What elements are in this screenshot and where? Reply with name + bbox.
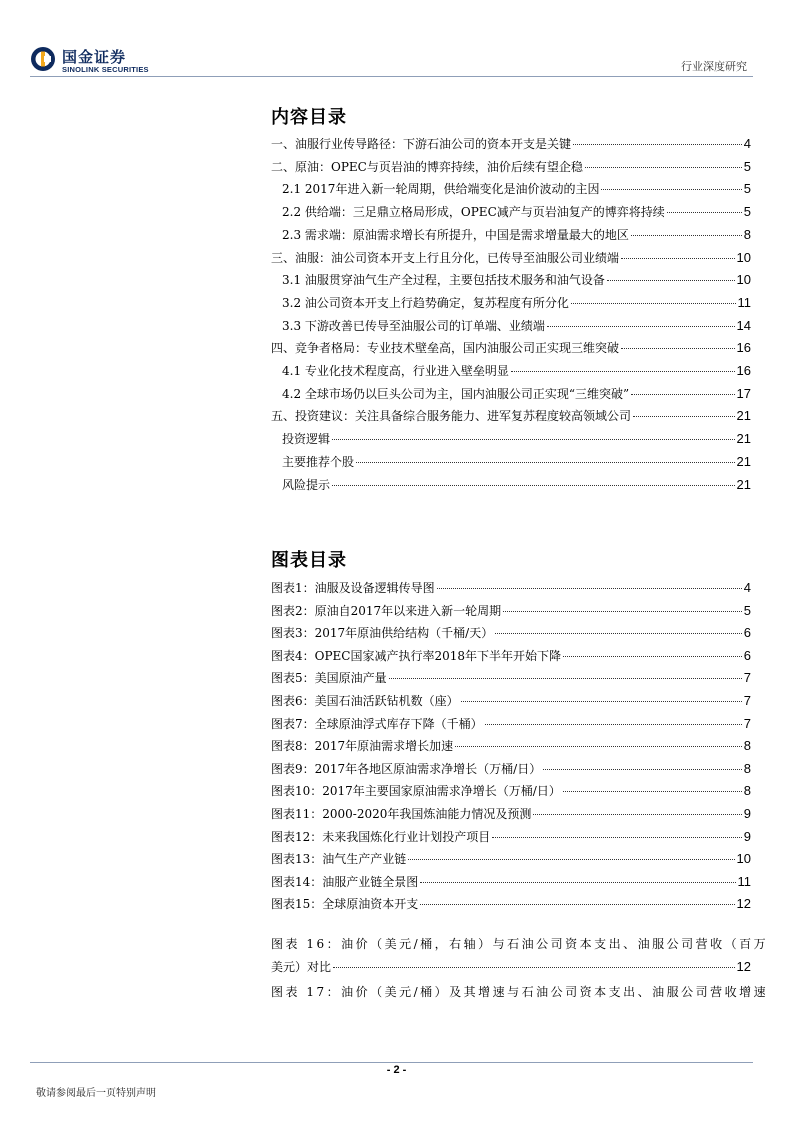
contents-item[interactable] [282,362,751,382]
figure-item[interactable] [271,579,751,599]
figure-item-text: 图表9：2017年各地区原油需求净增长（万桶/日） [271,761,542,776]
figure-item-text: 图表6：美国石油活跃钻机数（座） [271,694,459,708]
figure-item-16-line2[interactable] [271,958,751,978]
contents-item[interactable] [282,430,751,450]
contents-item-page: 17 [736,385,751,401]
toc-leader-dots [533,814,741,815]
toc-leader-dots [511,371,735,372]
figure-item[interactable] [271,624,751,644]
toc-leader-dots [631,235,742,236]
toc-leader-dots [495,633,742,634]
logo-chinese-name: 国金证券 [62,48,127,66]
contents-item-text: 2.3 需求端：原油需求增长有所提升，中国是需求增量最大的地区 [282,227,629,242]
figure-item-page: 9 [743,828,751,844]
figure-item-page: 7 [743,693,751,708]
footer-divider [30,1062,753,1063]
contents-item-text: 投资逻辑 [282,432,331,447]
contents-item-text: 3.1 油服贯穿油气生产全过程，主要包括技术服务和油气设备 [282,273,605,288]
contents-item-text: 二、原油：OPEC与页岩油的博弈持续，油价后续有望企稳 [271,159,583,174]
toc-leader-dots [631,394,734,395]
figure-item[interactable] [271,895,751,915]
contents-item-page: 16 [736,363,751,378]
contents-item-page: 21 [736,453,751,469]
contents-item-text: 一、油服行业传导路径：下游石油公司的资本开支是关键 [271,137,572,151]
toc-leader-dots [621,258,735,259]
figure-item[interactable] [271,850,751,870]
contents-title: 内容目录 [271,107,347,128]
contents-item-page: 10 [736,249,751,265]
figure-item-text: 图表8：2017年原油需求增长加速 [271,739,454,754]
figure-item-text: 图表2：原油自2017年以来进入新一轮周期 [271,603,502,618]
contents-item[interactable] [271,407,751,427]
figure-item[interactable] [271,782,751,802]
sinolink-logo [30,46,160,74]
contents-item-page: 5 [743,158,751,174]
contents-item-text: 五、投资建议：关注具备综合服务能力、进军复苏程度较高领域公司 [271,409,632,424]
contents-item-page: 5 [743,181,751,197]
figure-item-page: 6 [743,625,751,641]
figure-item-page: 8 [743,783,751,799]
figure-item-text: 图表15：全球原油资本开支 [271,897,419,912]
toc-leader-dots [573,144,742,145]
figure-item-17[interactable]: 图表 17：油价（美元/桶）及其增速与石油公司资本支出、油服公司营收增速 [271,985,769,999]
toc-leader-dots [621,348,735,349]
toc-leader-dots [420,882,735,883]
contents-item-text: 4.1 专业化技术程度高，行业进入壁垒明显 [282,364,509,378]
figure-item-text: 图表7：全球原油浮式库存下降（千桶） [271,716,483,731]
figure-item-text: 图表5：美国原油产量 [271,671,387,686]
figure-item-page: 9 [743,806,751,821]
sinolink-logo-icon [30,46,56,72]
disclaimer-text: 敬请参阅最后一页特别声明 [36,1088,156,1099]
contents-item-text: 3.2 油公司资本开支上行趋势确定，复苏程度有所分化 [282,295,569,310]
figure-item-page: 4 [743,580,751,595]
contents-item[interactable] [282,294,751,314]
logo-english-name: SINOLINK SECURITIES [62,65,149,74]
contents-item-page: 16 [736,340,751,356]
contents-item-text: 四、竞争者格局：专业技术壁垒高，国内油服公司正实现三维突破 [271,341,620,356]
toc-leader-dots [389,678,742,679]
contents-item[interactable] [282,180,751,200]
contents-item[interactable] [271,249,751,269]
toc-leader-dots [563,656,742,657]
figure-item[interactable] [271,873,751,893]
toc-leader-dots [563,791,742,792]
contents-item[interactable] [282,385,751,405]
figure-item[interactable] [271,737,751,757]
figure-item-text: 图表11：2000-2020年我国炼油能力情况及预测 [271,807,532,821]
contents-item[interactable] [282,226,751,246]
contents-item-text: 3.3 下游改善已传导至油服公司的订单端、业绩端 [282,318,545,333]
figure-item-text: 图表3：2017年原油供给结构（千桶/天） [271,626,494,641]
contents-item[interactable] [271,339,751,359]
figure-item-text: 图表1：油服及设备逻辑传导图 [271,581,435,595]
toc-leader-dots [607,280,735,281]
figure-item[interactable] [271,647,751,667]
contents-item-page: 4 [743,136,751,151]
header-divider [30,76,753,77]
figure-item-page: 10 [736,851,751,867]
contents-item-text: 主要推荐个股 [282,454,355,469]
toc-leader-dots [633,416,735,417]
figure-item-text: 图表12：未来我国炼化行业计划投产项目 [271,829,491,844]
figure-item-text: 图表14：油服产业链全景图 [271,874,419,889]
figure-item-page: 7 [743,715,751,731]
toc-leader-dots [585,167,742,168]
figure-item[interactable] [271,715,751,735]
contents-item-page: 8 [743,226,751,242]
report-type-label: 行业深度研究 [681,60,747,73]
toc-leader-dots [492,837,741,838]
toc-leader-dots [408,859,734,860]
contents-item-text: 三、油服：油公司资本开支上行且分化，已传导至油服公司业绩端 [271,250,620,265]
contents-item[interactable] [282,317,751,337]
figure-item-page: 12 [736,896,751,912]
figure-item-page: 6 [743,647,751,663]
figure-item-page: 11 [737,873,751,889]
toc-leader-dots [437,588,742,589]
toc-leader-dots [461,701,742,702]
toc-leader-dots [455,746,742,747]
contents-item-page: 10 [736,272,751,288]
figure-item-text: 图表13：油气生产产业链 [271,852,407,867]
figure-item-16-page: 12 [736,959,751,974]
figure-item-page: 5 [743,602,751,618]
toc-leader-dots [332,485,735,486]
contents-item[interactable] [282,476,751,496]
contents-item-page: 21 [736,408,751,424]
toc-leader-dots [485,724,742,725]
contents-item[interactable] [282,453,751,473]
toc-leader-dots [420,904,734,905]
figure-item-text: 图表10：2017年主要国家原油需求净增长（万桶/日） [271,784,561,799]
contents-item-page: 14 [736,317,751,333]
toc-leader-dots [333,967,735,968]
toc-leader-dots [503,611,742,612]
figure-item[interactable] [271,760,751,780]
figure-item[interactable] [271,828,751,848]
contents-item[interactable] [271,135,751,155]
figure-item-text: 图表4：OPEC国家减产执行率2018年下半年开始下降 [271,648,562,663]
contents-item-page: 5 [743,204,751,220]
contents-item-text: 2.2 供给端：三足鼎立格局形成，OPEC减产与页岩油复产的博弈将持续 [282,205,665,220]
page-header [0,0,793,80]
contents-item[interactable] [271,158,751,178]
figures-title: 图表目录 [271,550,347,571]
contents-item-page: 11 [737,294,751,310]
toc-leader-dots [543,769,742,770]
toc-leader-dots [571,303,736,304]
contents-item-text: 4.2 全球市场仍以巨头公司为主，国内油服公司正实现“三维突破” [282,386,630,401]
contents-item[interactable] [282,271,751,291]
contents-item-text: 风险提示 [282,477,331,492]
figure-item-16-line1[interactable]: 图表 16：油价（美元/桶，右轴）与石油公司资本支出、油服公司营收（百万 [271,937,769,951]
toc-leader-dots [356,462,735,463]
contents-item-text: 2.1 2017年进入新一轮周期，供给端变化是油价波动的主因 [282,182,600,197]
figure-item[interactable] [271,669,751,689]
figure-item-page: 8 [743,738,751,754]
figure-item-page: 7 [743,670,751,686]
toc-leader-dots [601,189,741,190]
contents-item-page: 21 [736,431,751,447]
figure-item[interactable] [271,805,751,825]
contents-item[interactable] [282,203,751,223]
page-number: - 2 - [386,1064,407,1076]
figure-item-page: 8 [743,760,751,776]
toc-leader-dots [667,212,742,213]
figure-item[interactable] [271,692,751,712]
contents-item-page: 21 [736,476,751,492]
figure-item-16-text-cont: 美元）对比 [271,960,332,974]
toc-leader-dots [547,326,735,327]
figure-item[interactable] [271,602,751,622]
toc-leader-dots [332,439,735,440]
